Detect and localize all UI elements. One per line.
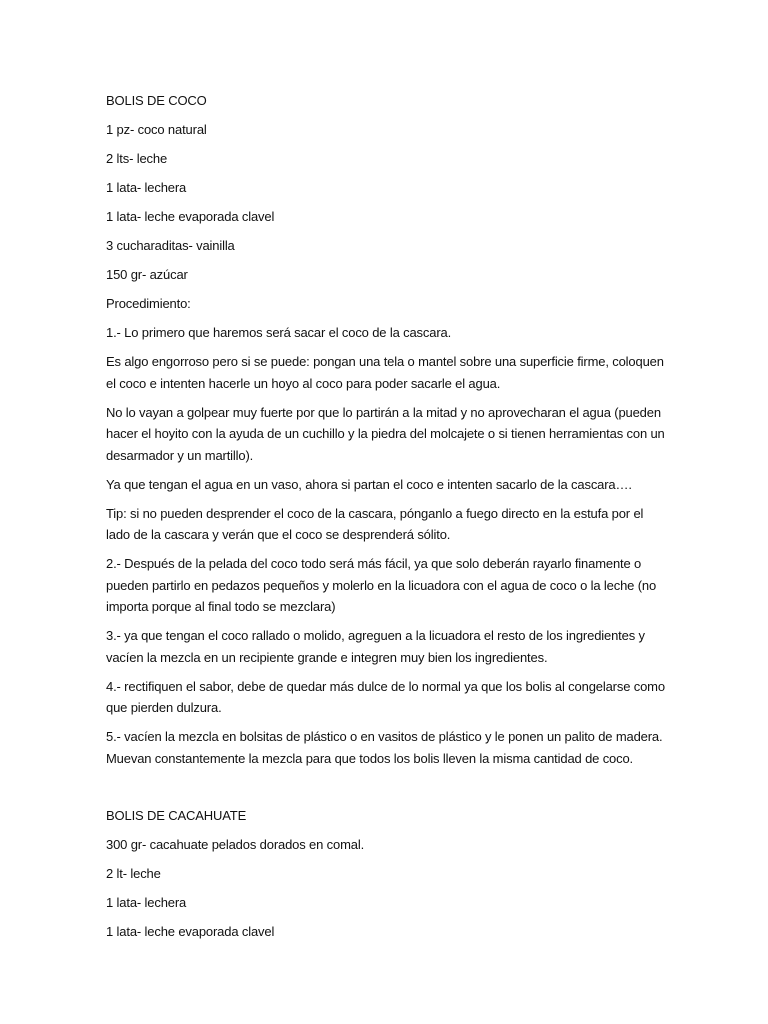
procedure-step: 2.- Después de la pelada del coco todo será más fácil, ya que solo deberán rayarlo finamente o pueden partirlo en pedazos pequeños y molerlo en la licuadora con el agua de coco o la leche (no importa porque al final todo se mezclara) bbox=[106, 556, 657, 614]
ingredient-item: 2 lt- leche bbox=[106, 865, 161, 881]
ingredient-item: 1 lata- leche evaporada clavel bbox=[106, 209, 275, 224]
section-spacer bbox=[106, 777, 666, 805]
ingredient-item: 1 lata- leche evaporada clavel bbox=[106, 923, 275, 939]
procedure-step: Es algo engorroso pero si se puede: pongan una tela o mantel sobre una superficie firme, coloquen el coco e intenten hacerle un hoyo al coco para poder sacarle el agua. bbox=[106, 354, 664, 391]
procedure-label: Procedimiento: bbox=[106, 296, 191, 311]
procedure-step: No lo vayan a golpear muy fuerte por que lo partirán a la mitad y no aprovecharan el agua (pueden hacer el hoyito con la ayuda de un cuchillo y la piedra del molcajete o si tienen herramientas con un desarmador y un martillo). bbox=[106, 404, 665, 463]
document-content bbox=[106, 90, 666, 950]
ingredient-item: 1 lata- lechera bbox=[106, 894, 187, 910]
procedure-step: 5.- vacíen la mezcla en bolsitas de plástico o en vasitos de plástico y le ponen un palito de madera. Muevan constantemente la mezcla para que todos los bolis lleven la misma cantidad de coco. bbox=[106, 729, 663, 766]
procedure-step: 1.- Lo primero que haremos será sacar el coco de la cascara. bbox=[106, 325, 452, 340]
recipe-title-coco: BOLIS DE COCO bbox=[106, 93, 207, 108]
ingredient-item: 1 lata- lechera bbox=[106, 180, 187, 195]
procedure-step: Ya que tengan el agua en un vaso, ahora si partan el coco e intenten sacarlo de la cascara…. bbox=[106, 476, 632, 492]
ingredient-item: 150 gr- azúcar bbox=[106, 267, 188, 282]
ingredient-item: 1 pz- coco natural bbox=[106, 122, 207, 137]
ingredient-item: 3 cucharaditas- vainilla bbox=[106, 238, 235, 253]
ingredient-item: 300 gr- cacahuate pelados dorados en comal. bbox=[106, 836, 365, 852]
procedure-step: 3.- ya que tengan el coco rallado o molido, agreguen a la licuadora el resto de los ingredientes y vacíen la mezcla en un recipiente grande e integren muy bien los ingredientes. bbox=[106, 628, 645, 665]
procedure-step: 4.- rectifiquen el sabor, debe de quedar más dulce de lo normal ya que los bolis al congelarse como que pierden dulzura. bbox=[106, 678, 665, 715]
procedure-tip: Tip: si no pueden desprender el coco de la cascara, pónganlo a fuego directo en la estufa por el lado de la cascara y verán que el coco se desprenderá sólito. bbox=[106, 505, 644, 542]
recipe-title-cacahuate: BOLIS DE CACAHUATE bbox=[106, 807, 247, 823]
ingredient-item: 2 lts- leche bbox=[106, 151, 168, 166]
